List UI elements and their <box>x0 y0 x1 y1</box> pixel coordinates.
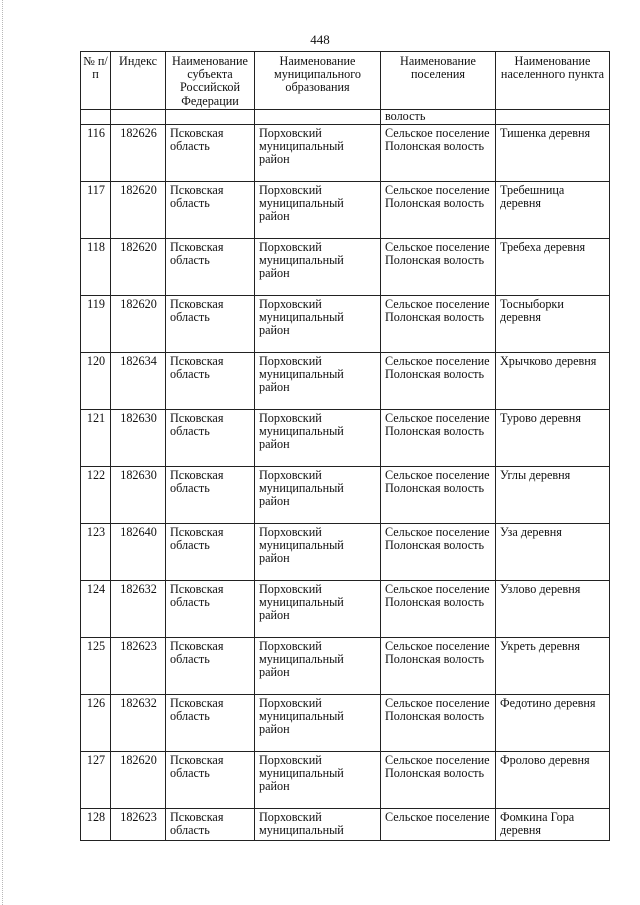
cell-settlement: Сельское поселение Полонская волость <box>381 296 496 353</box>
cell-index <box>111 110 166 125</box>
cell-municipality: Порховский муниципальный район <box>255 638 381 695</box>
cell-locality: Требеха деревня <box>496 239 610 296</box>
table-row <box>81 353 610 410</box>
header-subject: Наименование субъекта Российской Федерации <box>166 52 255 110</box>
cell-num: 126 <box>81 695 111 752</box>
table-row <box>81 296 610 353</box>
cell-locality: Хрычково деревня <box>496 353 610 410</box>
cell-settlement: Сельское поселение Полонская волость <box>381 410 496 467</box>
cell-settlement: Сельское поселение Полонская волость <box>381 467 496 524</box>
cell-municipality <box>255 110 381 125</box>
cell-subject: Псковская область <box>166 467 255 524</box>
cell-locality: Фролово деревня <box>496 752 610 809</box>
settlements-table <box>80 51 610 841</box>
table-row <box>81 695 610 752</box>
cell-locality: Турово деревня <box>496 410 610 467</box>
table-row <box>81 581 610 638</box>
cell-subject: Псковская область <box>166 182 255 239</box>
cell-index: 182623 <box>111 638 166 695</box>
cell-locality: Тишенка деревня <box>496 125 610 182</box>
header-index: Индекс <box>111 52 166 110</box>
cell-locality: Узлово деревня <box>496 581 610 638</box>
cell-locality: Уза деревня <box>496 524 610 581</box>
cell-num: 121 <box>81 410 111 467</box>
page-number: 448 <box>310 32 330 47</box>
cell-num: 122 <box>81 467 111 524</box>
table-body <box>81 110 610 841</box>
table-row <box>81 638 610 695</box>
table-row <box>81 125 610 182</box>
cell-settlement: Сельское поселение Полонская волость <box>381 239 496 296</box>
cell-num: 120 <box>81 353 111 410</box>
cell-municipality: Порховский муниципальный район <box>255 296 381 353</box>
cell-index: 182620 <box>111 239 166 296</box>
table-header-row <box>81 52 610 110</box>
cell-municipality: Порховский муниципальный район <box>255 239 381 296</box>
cell-settlement: Сельское поселение Полонская волость <box>381 524 496 581</box>
cell-locality: Федотино деревня <box>496 695 610 752</box>
cell-settlement: Сельское поселение Полонская волость <box>381 638 496 695</box>
cell-locality: Укреть деревня <box>496 638 610 695</box>
cell-settlement: Сельское поселение Полонская волость <box>381 182 496 239</box>
cell-num: 123 <box>81 524 111 581</box>
scan-edge-line <box>2 0 4 905</box>
cell-municipality: Порховский муниципальный район <box>255 467 381 524</box>
cell-locality: Тосныборки деревня <box>496 296 610 353</box>
cell-num: 127 <box>81 752 111 809</box>
cell-num <box>81 110 111 125</box>
cell-num: 118 <box>81 239 111 296</box>
cell-subject <box>166 110 255 125</box>
table-row <box>81 524 610 581</box>
cell-settlement: волость <box>381 110 496 125</box>
table-row <box>81 239 610 296</box>
cell-index: 182623 <box>111 809 166 841</box>
cell-municipality: Порховский муниципальный район <box>255 353 381 410</box>
cell-subject: Псковская область <box>166 809 255 841</box>
cell-locality: Углы деревня <box>496 467 610 524</box>
cell-subject: Псковская область <box>166 239 255 296</box>
cell-index: 182640 <box>111 524 166 581</box>
cell-subject: Псковская область <box>166 410 255 467</box>
table-row <box>81 752 610 809</box>
cell-index: 182630 <box>111 410 166 467</box>
cell-index: 182620 <box>111 182 166 239</box>
header-locality: Наименование населенного пункта <box>496 52 610 110</box>
cell-municipality: Порховский муниципальный район <box>255 410 381 467</box>
cell-municipality: Порховский муниципальный район <box>255 695 381 752</box>
cell-index: 182632 <box>111 695 166 752</box>
cell-settlement: Сельское поселение Полонская волость <box>381 125 496 182</box>
cell-municipality: Порховский муниципальный <box>255 809 381 841</box>
cell-settlement: Сельское поселение Полонская волость <box>381 695 496 752</box>
cell-municipality: Порховский муниципальный район <box>255 182 381 239</box>
continuation-row <box>81 110 610 125</box>
cell-locality: Фомкина Гора деревня <box>496 809 610 841</box>
cell-num: 124 <box>81 581 111 638</box>
cell-municipality: Порховский муниципальный район <box>255 581 381 638</box>
cell-num: 116 <box>81 125 111 182</box>
table-row <box>81 467 610 524</box>
cell-index: 182634 <box>111 353 166 410</box>
cell-index: 182620 <box>111 296 166 353</box>
table-row <box>81 809 610 841</box>
cell-subject: Псковская область <box>166 638 255 695</box>
cell-subject: Псковская область <box>166 125 255 182</box>
header-municipality: Наименование муниципального образования <box>255 52 381 110</box>
cell-index: 182620 <box>111 752 166 809</box>
cell-subject: Псковская область <box>166 296 255 353</box>
cell-num: 117 <box>81 182 111 239</box>
cell-settlement: Сельское поселение Полонская волость <box>381 353 496 410</box>
cell-settlement: Сельское поселение <box>381 809 496 841</box>
cell-index: 182626 <box>111 125 166 182</box>
cell-index: 182632 <box>111 581 166 638</box>
cell-index: 182630 <box>111 467 166 524</box>
cell-subject: Псковская область <box>166 524 255 581</box>
cell-municipality: Порховский муниципальный район <box>255 752 381 809</box>
table-row <box>81 410 610 467</box>
cell-settlement: Сельское поселение Полонская волость <box>381 581 496 638</box>
cell-subject: Псковская область <box>166 353 255 410</box>
cell-num: 119 <box>81 296 111 353</box>
cell-locality <box>496 110 610 125</box>
cell-subject: Псковская область <box>166 695 255 752</box>
header-num: № п/п <box>81 52 111 110</box>
header-settlement: Наименование поселения <box>381 52 496 110</box>
cell-settlement: Сельское поселение Полонская волость <box>381 752 496 809</box>
table-row <box>81 182 610 239</box>
cell-num: 125 <box>81 638 111 695</box>
cell-subject: Псковская область <box>166 581 255 638</box>
cell-subject: Псковская область <box>166 752 255 809</box>
cell-municipality: Порховский муниципальный район <box>255 524 381 581</box>
cell-num: 128 <box>81 809 111 841</box>
cell-municipality: Порховский муниципальный район <box>255 125 381 182</box>
cell-locality: Требешница деревня <box>496 182 610 239</box>
